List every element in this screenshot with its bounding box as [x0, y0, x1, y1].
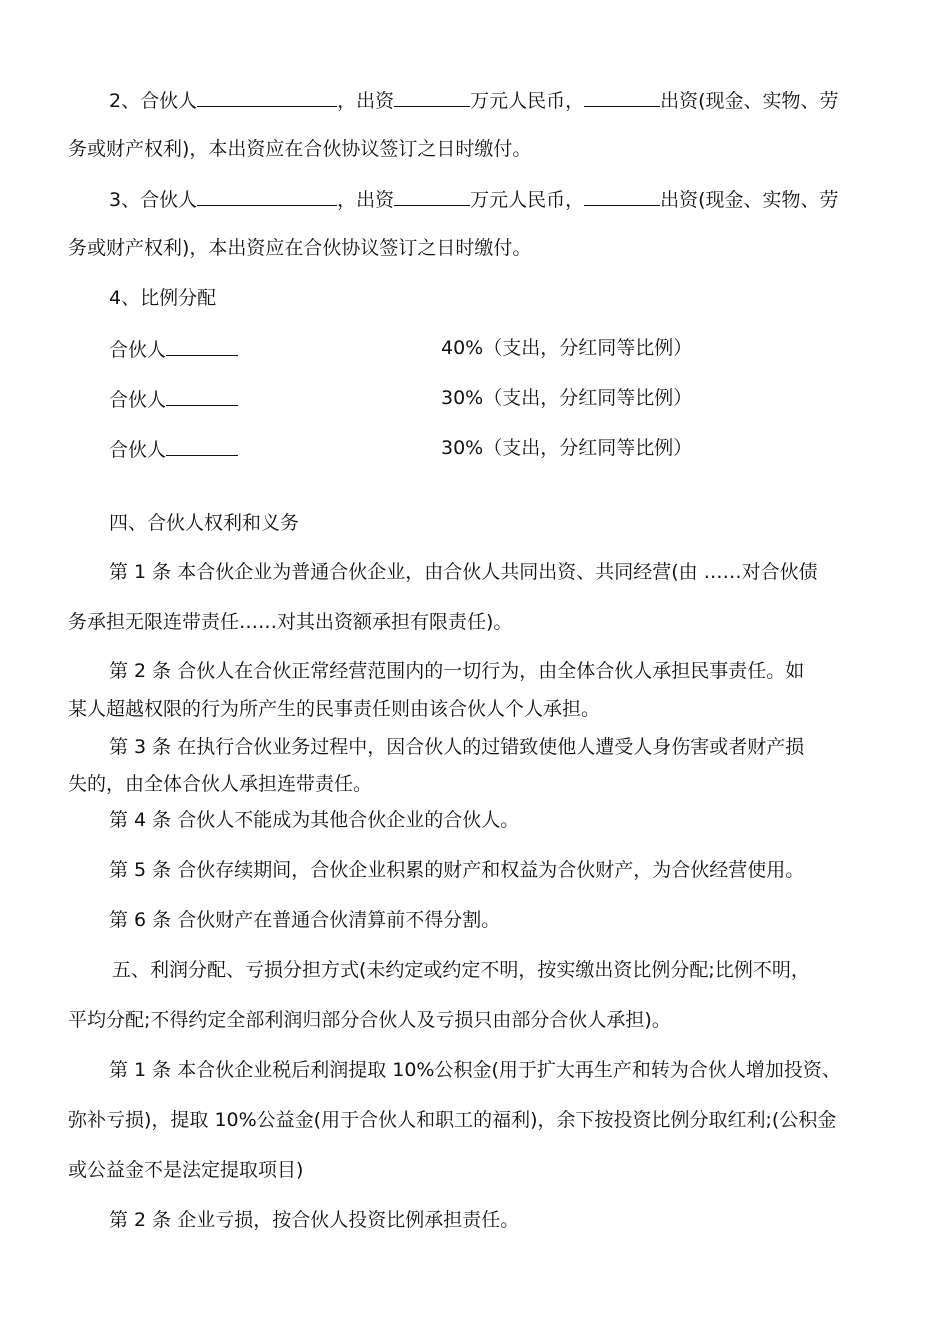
method-blank[interactable] — [584, 185, 660, 206]
partner-label: 合伙人 — [109, 439, 167, 461]
ratio-row — [109, 335, 809, 363]
section-5-heading-line-1: 五、利润分配、亏损分担方式(未约定或约定不明，按实缴出资比例分配;比例不明， — [112, 959, 810, 981]
s4-article-3-line-2: 失的，由全体合伙人承担连带责任。 — [68, 773, 373, 795]
amount-blank[interactable] — [394, 86, 470, 107]
unit-text: 万元人民币， — [470, 90, 585, 112]
partner-label: 合伙人 — [109, 389, 167, 411]
method-text: 出资(现金、实物、劳 — [660, 189, 839, 211]
s4-article-3-line-1: 第 3 条 在执行合伙业务过程中，因合伙人的过错致使他人遭受人身伤害或者财产损 — [109, 736, 805, 758]
s4-article-2-line-2: 某人超越权限的行为所产生的民事责任则由该合伙人个人承担。 — [68, 698, 601, 720]
section-4-heading: 四、合伙人权利和义务 — [109, 512, 300, 534]
ratio-heading: 4、比例分配 — [109, 287, 217, 309]
item-2-label: 2、合伙人 — [109, 90, 198, 112]
partner-label: 合伙人 — [109, 339, 167, 361]
partner-name-blank[interactable] — [197, 86, 337, 107]
s4-article-6: 第 6 条 合伙财产在普通合伙清算前不得分割。 — [109, 909, 501, 931]
contribution-item-2-cont — [68, 136, 531, 162]
amount-blank[interactable] — [394, 185, 470, 206]
share-text: 30%（支出，分红同等比例） — [441, 387, 693, 409]
item-3-label: 3、合伙人 — [109, 189, 198, 211]
contribution-item-3 — [109, 185, 839, 213]
continuation-text: 务或财产权利)，本出资应在合伙协议签订之日时缴付。 — [68, 237, 532, 259]
s5-article-1-line-3: 或公益金不是法定提取项目) — [68, 1159, 304, 1181]
contribution-item-3-cont — [68, 235, 531, 261]
section-5-heading-line-2: 平均分配;不得约定全部利润归部分合伙人及亏损只由部分合伙人承担)。 — [68, 1009, 671, 1031]
partner-blank[interactable] — [166, 335, 238, 356]
ratio-row — [109, 435, 809, 463]
share-text: 40%（支出，分红同等比例） — [441, 337, 693, 359]
s4-article-5: 第 5 条 合伙存续期间，合伙企业积累的财产和权益为合伙财产，为合伙经营使用。 — [109, 859, 805, 881]
s4-article-1-line-2: 务承担无限连带责任……对其出资额承担有限责任)。 — [68, 611, 513, 633]
partner-blank[interactable] — [166, 435, 238, 456]
method-text: 出资(现金、实物、劳 — [660, 90, 839, 112]
partner-name-blank[interactable] — [197, 185, 337, 206]
partner-blank[interactable] — [166, 385, 238, 406]
s4-article-1-line-1: 第 1 条 本合伙企业为普通合伙企业，由合伙人共同出资、共同经营(由 ……对合伙债 — [109, 561, 818, 583]
s5-article-2: 第 2 条 企业亏损，按合伙人投资比例承担责任。 — [109, 1209, 520, 1231]
contribution-item-2 — [109, 86, 839, 114]
s5-article-1-line-1: 第 1 条 本合伙企业税后利润提取 10%公积金(用于扩大再生产和转为合伙人增加投资、 — [109, 1059, 841, 1081]
invest-text: ，出资 — [337, 189, 395, 211]
method-blank[interactable] — [584, 86, 660, 107]
continuation-text: 务或财产权利)，本出资应在合伙协议签订之日时缴付。 — [68, 138, 532, 160]
ratio-row — [109, 385, 809, 413]
unit-text: 万元人民币， — [470, 189, 585, 211]
s4-article-4: 第 4 条 合伙人不能成为其他合伙企业的合伙人。 — [109, 809, 520, 831]
share-text: 30%（支出，分红同等比例） — [441, 437, 693, 459]
s4-article-2-line-1: 第 2 条 合伙人在合伙正常经营范围内的一切行为，由全体合伙人承担民事责任。如 — [109, 660, 805, 682]
s5-article-1-line-2: 弥补亏损)，提取 10%公益金(用于合伙人和职工的福利)，余下按投资比例分取红利;(公积金 — [68, 1109, 837, 1131]
invest-text: ，出资 — [337, 90, 395, 112]
